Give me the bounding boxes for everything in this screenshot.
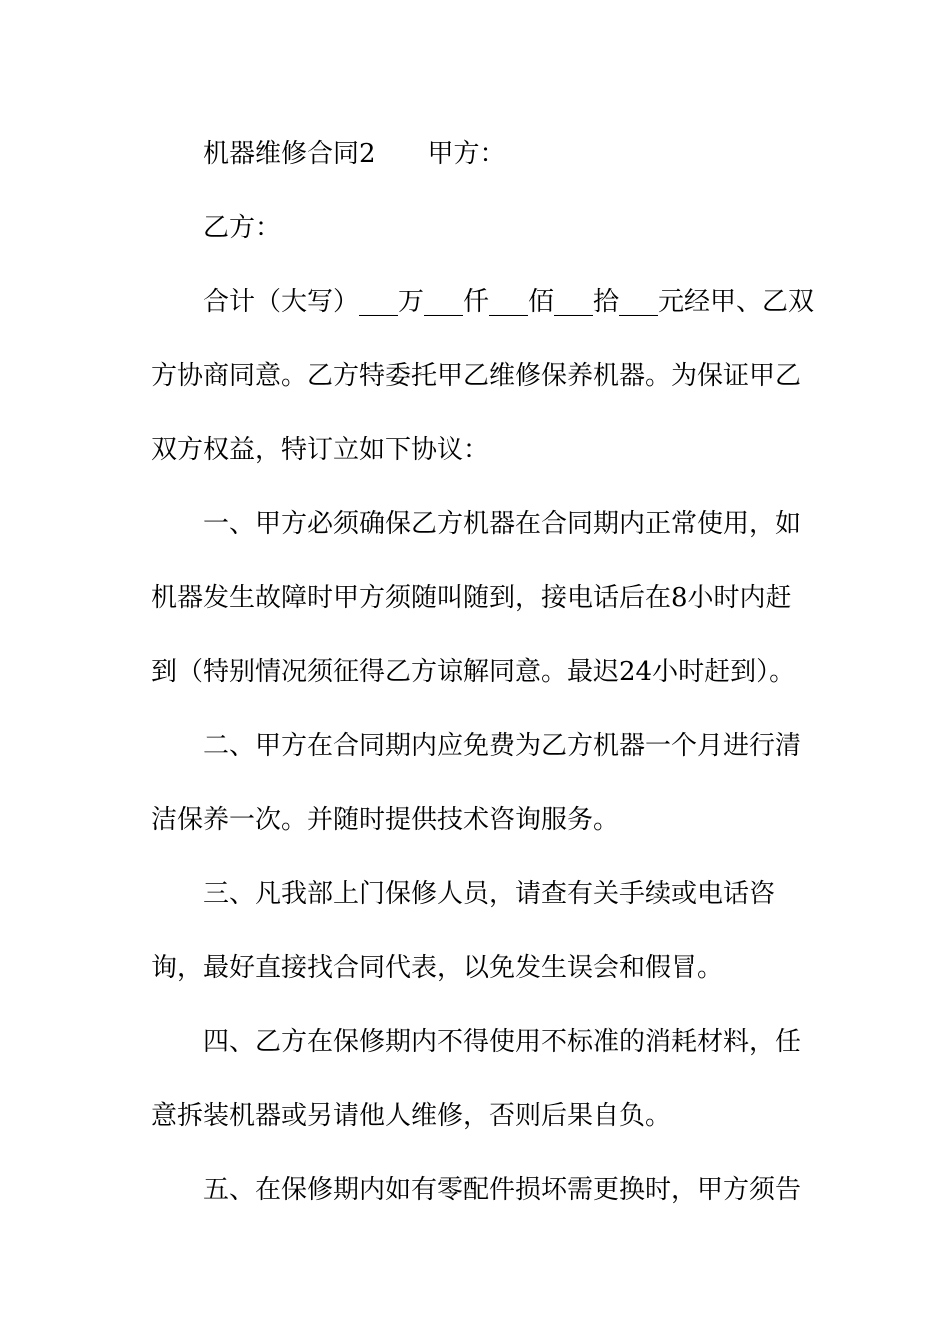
text-line: 方协商同意。乙方特委托甲乙维修保养机器。为保证甲乙 <box>151 361 802 391</box>
clause-5-line: 五、在保修期内如有零配件损坏需更换时，甲方须告 <box>203 1175 802 1205</box>
clause-4-line: 四、乙方在保修期内不得使用不标准的消耗材料，任 <box>203 1027 802 1057</box>
text-line: 洁保养一次。并随时提供技术咨询服务。 <box>151 805 620 835</box>
text-line: 双方权益，特订立如下协议： <box>151 435 490 465</box>
clause-3-line: 三、凡我部上门保修人员，请查有关手续或电话咨 <box>203 879 776 909</box>
text-line: 询，最好直接找合同代表，以免发生误会和假冒。 <box>151 953 724 983</box>
clause-2-line: 二、甲方在合同期内应免费为乙方机器一个月进行清 <box>203 731 802 761</box>
text-line: 机器发生故障时甲方须随叫随到，接电话后在8小时内赶 <box>151 583 792 613</box>
text-line: 意拆装机器或另请他人维修，否则后果自负。 <box>151 1101 672 1131</box>
party-b-line: 乙方： <box>203 213 282 243</box>
title-line: 机器维修合同2 甲方： <box>203 139 506 169</box>
text-line: 到（特别情况须征得乙方谅解同意。最迟24小时赶到）。 <box>151 657 796 687</box>
clause-1-line: 一、甲方必须确保乙方机器在合同期内正常使用，如 <box>203 509 802 539</box>
text-line: 合计（大写）___万___仟___佰___拾___元经甲、乙双 <box>203 287 815 317</box>
